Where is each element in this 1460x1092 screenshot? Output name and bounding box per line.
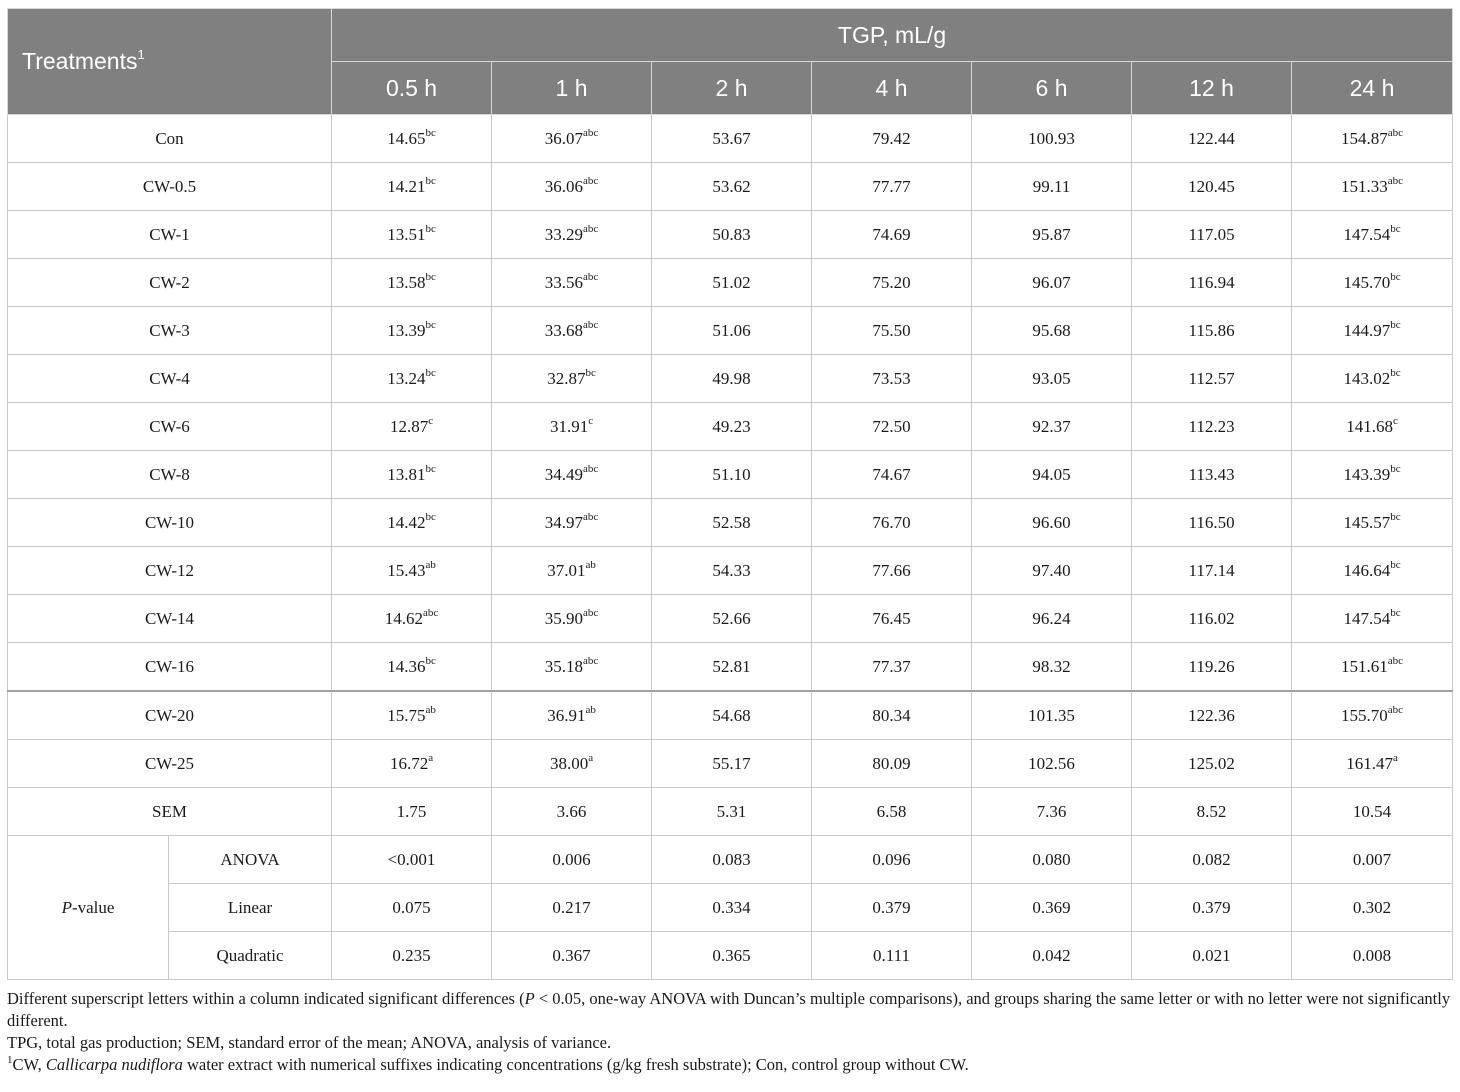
significance-superscript: bc: [1390, 366, 1401, 379]
data-cell: 143.39$^{bc}$: [1292, 451, 1453, 499]
significance-superscript: a: [588, 751, 594, 764]
data-cell: 0.235: [332, 932, 492, 980]
sem-row: [8, 788, 1453, 836]
data-cell: 151.61$^{abc}$: [1292, 643, 1453, 692]
column-header: 24 h: [1292, 62, 1453, 115]
data-cell: 52.81: [652, 643, 812, 692]
row-label: CW-14: [8, 595, 332, 643]
data-cell: 122.44: [1132, 115, 1292, 163]
pvalue-row: [8, 836, 1453, 884]
data-cell: 14.36$^{bc}$: [332, 643, 492, 692]
data-cell: 93.05: [972, 355, 1132, 403]
data-cell: 79.42: [812, 115, 972, 163]
data-cell: <0.001: [332, 836, 492, 884]
data-cell: 99.11: [972, 163, 1132, 211]
row-label: CW-8: [8, 451, 332, 499]
data-cell: 33.29$^{abc}$: [492, 211, 652, 259]
data-cell: 14.21$^{bc}$: [332, 163, 492, 211]
table-row: [8, 595, 1453, 643]
significance-superscript: abc: [1387, 654, 1404, 667]
significance-superscript: bc: [425, 366, 436, 379]
data-cell: 96.07: [972, 259, 1132, 307]
data-cell: 112.23: [1132, 403, 1292, 451]
data-cell: 3.66: [492, 788, 652, 836]
significance-superscript: bc: [425, 462, 436, 475]
table-row: [8, 499, 1453, 547]
data-cell: 36.06$^{abc}$: [492, 163, 652, 211]
data-cell: 116.50: [1132, 499, 1292, 547]
data-cell: 55.17: [652, 740, 812, 788]
data-cell: 0.379: [1132, 884, 1292, 932]
data-cell: 13.24$^{bc}$: [332, 355, 492, 403]
data-cell: 154.87$^{abc}$: [1292, 115, 1453, 163]
footnote-treatments: $^1$CW, Callicarpa nudiflora water extract with numerical suffixes indicating concentrations (g/kg fresh substrate); Con, control group without CW.: [7, 1053, 969, 1074]
significance-superscript: bc: [1390, 606, 1401, 619]
data-cell: 116.02: [1132, 595, 1292, 643]
significance-superscript: bc: [425, 510, 436, 523]
significance-superscript: abc: [583, 174, 599, 187]
footnote-abbreviations: TPG, total gas production; SEM, standard error of the mean; ANOVA, analysis of variance.: [7, 1033, 612, 1052]
data-cell: 5.31: [652, 788, 812, 836]
data-cell: 75.20: [812, 259, 972, 307]
data-cell: 145.70$^{bc}$: [1292, 259, 1453, 307]
data-cell: 76.45: [812, 595, 972, 643]
row-label: CW-20: [8, 691, 332, 740]
data-cell: 122.36: [1132, 691, 1292, 740]
data-cell: 12.87$^c$: [332, 403, 492, 451]
significance-superscript: ab: [585, 703, 596, 716]
data-cell: 14.62$^{abc}$: [332, 595, 492, 643]
data-cell: 102.56: [972, 740, 1132, 788]
data-cell: 0.111: [812, 932, 972, 980]
significance-superscript: ab: [425, 558, 436, 571]
row-label: CW-1: [8, 211, 332, 259]
data-cell: 0.080: [972, 836, 1132, 884]
table-footnotes: [7, 988, 1453, 1076]
data-cell: 120.45: [1132, 163, 1292, 211]
data-cell: 143.02$^{bc}$: [1292, 355, 1453, 403]
pvalue-row: [8, 884, 1453, 932]
data-cell: 146.64$^{bc}$: [1292, 547, 1453, 595]
data-cell: 0.302: [1292, 884, 1453, 932]
data-cell: 10.54: [1292, 788, 1453, 836]
data-cell: 34.97$^{abc}$: [492, 499, 652, 547]
data-cell: 38.00$^a$: [492, 740, 652, 788]
table-row: [8, 643, 1453, 692]
significance-superscript: bc: [425, 126, 436, 139]
pvalue-test-label: Linear: [169, 884, 332, 932]
significance-superscript: bc: [1390, 222, 1401, 235]
data-cell: 0.007: [1292, 836, 1453, 884]
significance-superscript: abc: [583, 510, 599, 523]
row-label: CW-25: [8, 740, 332, 788]
data-cell: 36.07$^{abc}$: [492, 115, 652, 163]
significance-superscript: bc: [1390, 462, 1401, 475]
data-cell: 101.35: [972, 691, 1132, 740]
data-cell: 35.18$^{abc}$: [492, 643, 652, 692]
data-cell: 6.58: [812, 788, 972, 836]
data-cell: 80.34: [812, 691, 972, 740]
pvalue-label: P-value: [8, 836, 169, 980]
data-cell: 117.05: [1132, 211, 1292, 259]
data-cell: 51.02: [652, 259, 812, 307]
data-cell: 0.006: [492, 836, 652, 884]
significance-superscript: bc: [425, 222, 436, 235]
data-cell: 13.81$^{bc}$: [332, 451, 492, 499]
footnote-significance: Different superscript letters within a column indicated significant differences (P < 0.05, one-way ANOVA with Duncan’s multiple comparisons), and groups sharing the same letter or with no letter were not significantly different.: [7, 989, 1451, 1030]
data-cell: 112.57: [1132, 355, 1292, 403]
data-cell: 73.53: [812, 355, 972, 403]
pvalue-row: [8, 932, 1453, 980]
row-label: CW-10: [8, 499, 332, 547]
significance-superscript: bc: [1390, 558, 1401, 571]
data-cell: 74.67: [812, 451, 972, 499]
significance-superscript: abc: [583, 126, 599, 139]
data-cell: 15.43$^{ab}$: [332, 547, 492, 595]
data-cell: 33.56$^{abc}$: [492, 259, 652, 307]
data-cell: 77.66: [812, 547, 972, 595]
column-header: 1 h: [492, 62, 652, 115]
data-cell: 75.50: [812, 307, 972, 355]
significance-superscript: abc: [583, 270, 599, 283]
data-cell: 0.379: [812, 884, 972, 932]
data-cell: 53.62: [652, 163, 812, 211]
data-cell: 52.58: [652, 499, 812, 547]
row-label: SEM: [8, 788, 332, 836]
significance-superscript: bc: [1390, 318, 1401, 331]
data-cell: 96.24: [972, 595, 1132, 643]
data-cell: 144.97$^{bc}$: [1292, 307, 1453, 355]
significance-superscript: abc: [1387, 126, 1404, 139]
data-cell: 147.54$^{bc}$: [1292, 211, 1453, 259]
data-cell: 51.06: [652, 307, 812, 355]
data-cell: 72.50: [812, 403, 972, 451]
table-row: [8, 547, 1453, 595]
data-cell: 35.90$^{abc}$: [492, 595, 652, 643]
significance-superscript: c: [588, 414, 594, 427]
data-cell: 0.096: [812, 836, 972, 884]
row-label: Con: [8, 115, 332, 163]
data-cell: 119.26: [1132, 643, 1292, 692]
significance-superscript: abc: [583, 606, 599, 619]
significance-superscript: bc: [425, 270, 436, 283]
data-cell: 151.33$^{abc}$: [1292, 163, 1453, 211]
significance-superscript: a: [1392, 751, 1398, 764]
table-row: [8, 691, 1453, 740]
data-cell: 113.43: [1132, 451, 1292, 499]
table-row: [8, 355, 1453, 403]
data-cell: 13.58$^{bc}$: [332, 259, 492, 307]
data-cell: 0.217: [492, 884, 652, 932]
data-cell: 15.75$^{ab}$: [332, 691, 492, 740]
table-row: [8, 211, 1453, 259]
tgp-table: [7, 8, 1453, 980]
data-cell: 8.52: [1132, 788, 1292, 836]
table-row: [8, 451, 1453, 499]
data-cell: 31.91$^c$: [492, 403, 652, 451]
significance-superscript: c: [428, 414, 434, 427]
column-header: 12 h: [1132, 62, 1292, 115]
data-cell: 141.68$^c$: [1292, 403, 1453, 451]
data-cell: 117.14: [1132, 547, 1292, 595]
data-cell: 13.51$^{bc}$: [332, 211, 492, 259]
row-label: CW-16: [8, 643, 332, 692]
tgp-group-header: TGP, mL/g: [332, 9, 1453, 62]
data-cell: 0.334: [652, 884, 812, 932]
row-label: CW-3: [8, 307, 332, 355]
significance-superscript: bc: [425, 318, 436, 331]
table-row: [8, 163, 1453, 211]
treatments-header: Treatments$^1$: [8, 9, 332, 115]
data-cell: 115.86: [1132, 307, 1292, 355]
data-cell: 80.09: [812, 740, 972, 788]
data-cell: 147.54$^{bc}$: [1292, 595, 1453, 643]
data-cell: 50.83: [652, 211, 812, 259]
significance-superscript: ab: [585, 558, 596, 571]
significance-superscript: a: [428, 751, 434, 764]
row-label: CW-2: [8, 259, 332, 307]
significance-superscript: c: [1392, 414, 1398, 427]
data-cell: 54.68: [652, 691, 812, 740]
significance-superscript: abc: [583, 462, 599, 475]
data-cell: 95.87: [972, 211, 1132, 259]
data-cell: 145.57$^{bc}$: [1292, 499, 1453, 547]
data-cell: 33.68$^{abc}$: [492, 307, 652, 355]
pvalue-test-label: ANOVA: [169, 836, 332, 884]
row-label: CW-12: [8, 547, 332, 595]
data-cell: 74.69: [812, 211, 972, 259]
data-cell: 0.365: [652, 932, 812, 980]
table-row: [8, 740, 1453, 788]
data-cell: 100.93: [972, 115, 1132, 163]
column-header: 4 h: [812, 62, 972, 115]
significance-superscript: ab: [425, 703, 436, 716]
data-cell: 0.008: [1292, 932, 1453, 980]
data-cell: 95.68: [972, 307, 1132, 355]
data-cell: 34.49$^{abc}$: [492, 451, 652, 499]
data-cell: 14.65$^{bc}$: [332, 115, 492, 163]
data-cell: 0.075: [332, 884, 492, 932]
data-cell: 97.40: [972, 547, 1132, 595]
data-cell: 0.367: [492, 932, 652, 980]
significance-superscript: abc: [583, 654, 599, 667]
significance-superscript: bc: [425, 654, 436, 667]
data-cell: 37.01$^{ab}$: [492, 547, 652, 595]
significance-superscript: abc: [1387, 174, 1404, 187]
data-cell: 0.042: [972, 932, 1132, 980]
pvalue-test-label: Quadratic: [169, 932, 332, 980]
significance-superscript: bc: [1390, 510, 1401, 523]
data-cell: 116.94: [1132, 259, 1292, 307]
data-cell: 36.91$^{ab}$: [492, 691, 652, 740]
table-row: [8, 115, 1453, 163]
table-row: [8, 259, 1453, 307]
data-cell: 49.98: [652, 355, 812, 403]
data-cell: 76.70: [812, 499, 972, 547]
data-cell: 77.37: [812, 643, 972, 692]
data-cell: 92.37: [972, 403, 1132, 451]
data-cell: 32.87$^{bc}$: [492, 355, 652, 403]
significance-superscript: bc: [1390, 270, 1401, 283]
significance-superscript: bc: [585, 366, 596, 379]
data-cell: 94.05: [972, 451, 1132, 499]
data-cell: 155.70$^{abc}$: [1292, 691, 1453, 740]
data-cell: 54.33: [652, 547, 812, 595]
data-cell: 161.47$^a$: [1292, 740, 1453, 788]
data-cell: 0.369: [972, 884, 1132, 932]
data-cell: 125.02: [1132, 740, 1292, 788]
column-header: 6 h: [972, 62, 1132, 115]
table-row: [8, 307, 1453, 355]
data-cell: 13.39$^{bc}$: [332, 307, 492, 355]
data-cell: 7.36: [972, 788, 1132, 836]
data-cell: 51.10: [652, 451, 812, 499]
column-header: 0.5 h: [332, 62, 492, 115]
data-cell: 0.083: [652, 836, 812, 884]
data-cell: 98.32: [972, 643, 1132, 692]
data-cell: 0.021: [1132, 932, 1292, 980]
data-cell: 1.75: [332, 788, 492, 836]
data-cell: 53.67: [652, 115, 812, 163]
data-cell: 96.60: [972, 499, 1132, 547]
significance-superscript: abc: [1387, 703, 1404, 716]
row-label: CW-6: [8, 403, 332, 451]
significance-superscript: bc: [425, 174, 436, 187]
row-label: CW-4: [8, 355, 332, 403]
data-cell: 14.42$^{bc}$: [332, 499, 492, 547]
data-cell: 0.082: [1132, 836, 1292, 884]
data-cell: 16.72$^a$: [332, 740, 492, 788]
significance-superscript: abc: [423, 606, 439, 619]
row-label: CW-0.5: [8, 163, 332, 211]
column-header: 2 h: [652, 62, 812, 115]
data-cell: 52.66: [652, 595, 812, 643]
table-row: [8, 403, 1453, 451]
significance-superscript: abc: [583, 222, 599, 235]
data-cell: 77.77: [812, 163, 972, 211]
significance-superscript: abc: [583, 318, 599, 331]
data-cell: 49.23: [652, 403, 812, 451]
